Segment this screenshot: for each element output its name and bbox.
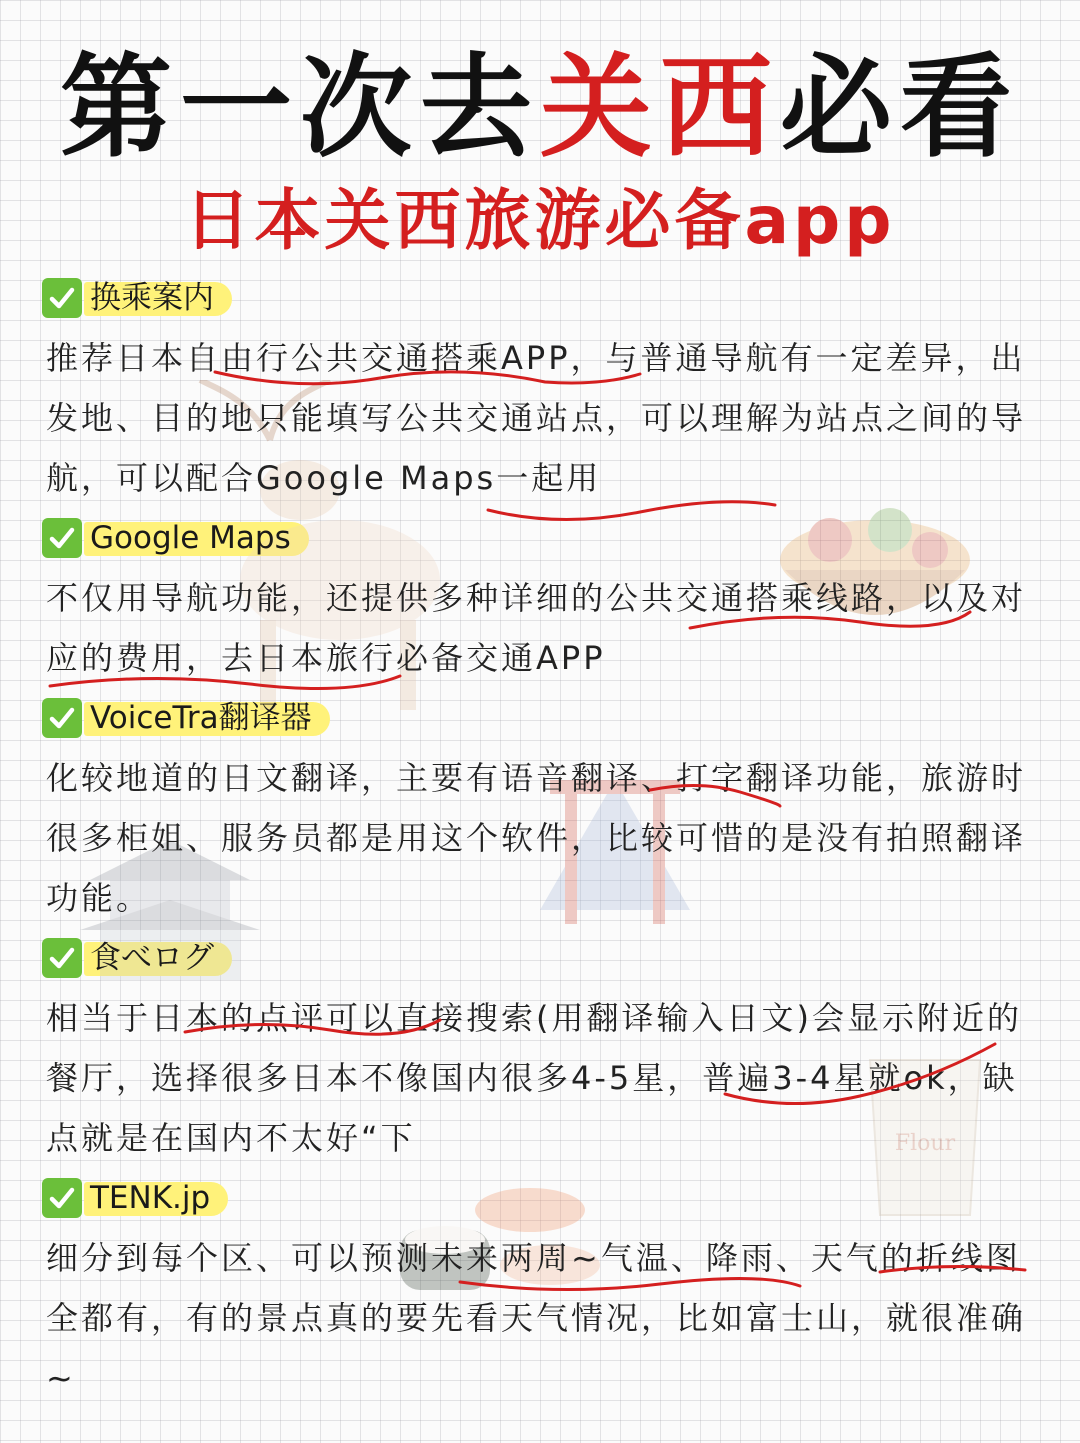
section-heading: 食べログ — [88, 938, 232, 978]
underline-squiggle — [50, 676, 400, 689]
section-text: 细分到每个区、可以预测未来两周~气温、降雨、天气的折线图全都有，有的景点真的要先看天气情况，比如富士山，就很准确~ — [46, 1239, 1027, 1397]
underline-squiggle — [725, 1044, 995, 1104]
title-highlight: 关西 — [540, 43, 780, 173]
underline-squiggle — [215, 372, 640, 384]
section-heading: VoiceTra翻译器 — [88, 698, 330, 738]
underline-squiggle — [185, 1020, 440, 1034]
section-text: 化较地道的日文翻译，主要有语音翻译、打字翻译功能，旅游时很多柜姐、服务员都是用这个软件，比较可惜的是没有拍照翻译功能。 — [46, 759, 1027, 917]
title-part3: 必看 — [780, 43, 1020, 173]
underline-squiggle — [690, 612, 970, 628]
section-text: 推荐日本自由行公共交通搭乘APP，与普通导航有一定差异，出发地、目的地只能填写公共交通站点，可以理解为站点之间的导航，可以配合Google Maps一起用 — [46, 339, 1027, 497]
section-text: 不仅用导航功能，还提供多种详细的公共交通搭乘线路，以及对应的费用，去日本旅行必备交通APP — [46, 579, 1027, 677]
section-heading: Google Maps — [88, 518, 309, 558]
svg-text:Flour: Flour — [894, 1131, 956, 1156]
underline-squiggle — [488, 502, 775, 520]
underline-squiggle — [460, 1278, 800, 1289]
section-text: 相当于日本的点评可以直接搜索(用翻译输入日文)会显示附近的餐厅，选择很多日本不像国内很多4-5星，普遍3-4星就ok，缺点就是在国内不太好“下 — [46, 999, 1022, 1157]
underline-squiggle — [650, 785, 780, 806]
section-heading: TENK.jp — [88, 1178, 228, 1218]
underline-squiggle — [880, 1266, 1025, 1272]
page-subtitle: 日本关西旅游必备app — [184, 182, 896, 259]
title-part1: 第一次去 — [60, 43, 540, 173]
section-heading: 换乘案内 — [88, 278, 232, 318]
